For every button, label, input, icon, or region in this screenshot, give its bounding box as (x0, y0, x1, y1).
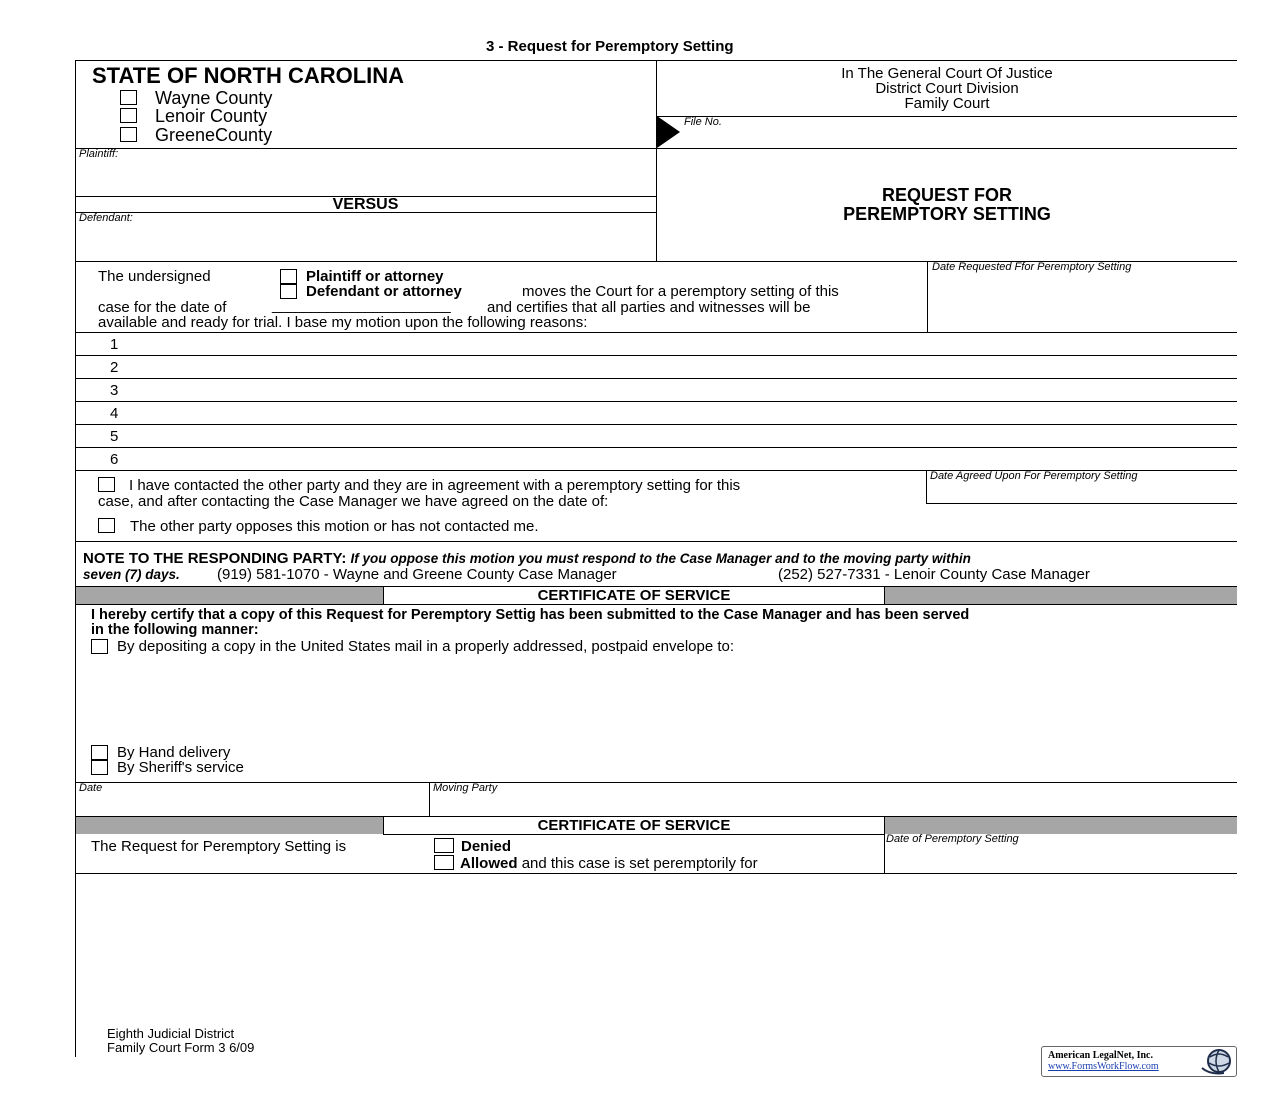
date-label: Date (79, 782, 103, 794)
footer-district: Eighth Judicial District (107, 1026, 235, 1041)
grey-bar (885, 817, 1237, 834)
date-requested-label: Date Requested Ffor Peremptory Setting (932, 261, 1132, 273)
lenoir-county-checkbox[interactable] (120, 108, 137, 123)
note-line-1 (83, 550, 971, 567)
moving-party-input[interactable] (434, 797, 1232, 815)
request-title-line-1: REQUEST FOR (881, 185, 1012, 205)
grey-bar (885, 587, 1237, 604)
certify-line-1: I hereby certify that a copy of this Request for Peremptory Settig has been submitted to the Case Manager and has been served (91, 607, 970, 623)
date-of-setting-label: Date of Peremptory Setting (886, 833, 1019, 845)
hand-delivery-label: By Hand delivery (117, 744, 231, 761)
publisher-website[interactable]: www.FormsWorkFlow.com (1048, 1061, 1159, 1072)
plaintiff-input[interactable] (80, 162, 650, 194)
court-line-2: District Court Division (875, 80, 1019, 97)
reason-number: 3 (110, 382, 119, 399)
reason-input[interactable] (130, 357, 1230, 377)
undersigned-text: The undersigned (98, 268, 211, 285)
denied-checkbox[interactable] (434, 838, 454, 853)
allowed-line (460, 855, 758, 872)
plaintiff-attorney-checkbox[interactable] (280, 269, 297, 284)
case-for-date-text: case for the date of (98, 299, 227, 316)
date-of-setting-input[interactable] (888, 848, 1232, 870)
allowed-checkbox[interactable] (434, 855, 454, 870)
reason-number: 5 (110, 428, 119, 445)
reason-number: 4 (110, 405, 119, 422)
reason-input[interactable] (130, 426, 1230, 446)
sheriff-service-checkbox[interactable] (91, 760, 108, 775)
request-title-line-2: PEREMPTORY SETTING (843, 204, 1051, 224)
agreement-checkbox[interactable] (98, 477, 115, 492)
publisher-name: American LegalNet, Inc. (1048, 1050, 1153, 1061)
lenoir-phone: (252) 527-7331 - Lenoir County Case Manager (778, 566, 1090, 583)
request-is-text: The Request for Peremptory Setting is (91, 838, 347, 855)
reason-input[interactable] (130, 403, 1230, 423)
certificate-title: CERTIFICATE OF SERVICE (537, 587, 731, 604)
reason-input[interactable] (130, 334, 1230, 354)
opposes-text: The other party opposes this motion or has not contacted me. (130, 518, 539, 535)
date-blank[interactable]: _______________________ (272, 297, 451, 314)
footer-form-no: Family Court Form 3 6/09 (107, 1040, 255, 1055)
footer-block (107, 1027, 254, 1055)
state-title: STATE OF NORTH CAROLINA (92, 63, 405, 88)
reason-number: 6 (110, 451, 119, 468)
lenoir-county-label: Lenoir County (155, 106, 268, 126)
certify-line-2: in the following manner: (91, 622, 259, 638)
request-title (657, 186, 1237, 224)
moving-party-label: Moving Party (433, 782, 498, 794)
plaintiff-label: Plaintiff: (79, 148, 119, 160)
reason-number: 2 (110, 359, 119, 376)
wayne-county-checkbox[interactable] (120, 90, 137, 105)
agreement-text-1: I have contacted the other party and they are in agreement with a peremptory setting for this (129, 477, 741, 494)
form-title: 3 - Request for Peremptory Setting (486, 38, 734, 55)
globe-logo-icon (1200, 1048, 1234, 1075)
note-label: NOTE TO THE RESPONDING PARTY: (83, 550, 347, 567)
denied-label: Denied (461, 838, 512, 855)
reason-number: 1 (110, 336, 119, 353)
date-requested-input[interactable] (932, 278, 1232, 328)
wayne-greene-phone: (919) 581-1070 - Wayne and Greene County Case Manager (217, 566, 617, 583)
file-no-input[interactable] (682, 130, 1232, 147)
reason-input[interactable] (130, 449, 1230, 469)
court-line-3: Family Court (904, 95, 990, 112)
publisher-badge[interactable] (1041, 1046, 1237, 1077)
mail-text: By depositing a copy in the United States mail in a properly addressed, postpaid envelope to: (117, 638, 735, 655)
court-heading (657, 66, 1237, 111)
date-agreed-label: Date Agreed Upon For Peremptory Setting (930, 470, 1138, 482)
reasons-intro-text: available and ready for trial. I base my motion upon the following reasons: (98, 314, 588, 331)
note-italic-1: If you oppose this motion you must respond to the Case Manager and to the moving party within (350, 551, 971, 566)
ruling-title: CERTIFICATE OF SERVICE (537, 817, 731, 834)
opposes-checkbox[interactable] (98, 518, 115, 533)
date-agreed-input[interactable] (930, 485, 1230, 501)
greene-county-label: GreeneCounty (155, 125, 273, 145)
defendant-label: Defendant: (79, 212, 133, 224)
agreement-text-2: case, and after contacting the Case Manager we have agreed on the date of: (98, 493, 609, 510)
moves-text: moves the Court for a peremptory setting of this (522, 283, 839, 300)
defendant-input[interactable] (80, 226, 650, 258)
plaintiff-attorney-label: Plaintiff or attorney (306, 268, 444, 285)
allowed-rest: and this case is set peremptorily for (521, 855, 758, 872)
file-number-marker-icon (657, 116, 681, 149)
defendant-attorney-label: Defendant or attorney (306, 283, 462, 300)
note-italic-2: seven (7) days. (83, 567, 180, 582)
versus-label: VERSUS (332, 196, 399, 213)
greene-county-checkbox[interactable] (120, 127, 137, 142)
allowed-label: Allowed (460, 855, 518, 872)
file-no-label: File No. (684, 116, 722, 128)
date-input[interactable] (80, 797, 424, 815)
reason-input[interactable] (130, 380, 1230, 400)
court-line-1: In The General Court Of Justice (841, 65, 1053, 82)
certifies-text: and certifies that all parties and witnesses will be (487, 299, 811, 316)
grey-bar (76, 817, 383, 834)
mail-address-input[interactable] (117, 656, 1217, 740)
grey-bar (76, 587, 383, 604)
hand-delivery-checkbox[interactable] (91, 745, 108, 760)
sheriff-service-label: By Sheriff's service (117, 759, 244, 776)
mail-checkbox[interactable] (91, 639, 108, 654)
wayne-county-label: Wayne County (155, 88, 273, 108)
